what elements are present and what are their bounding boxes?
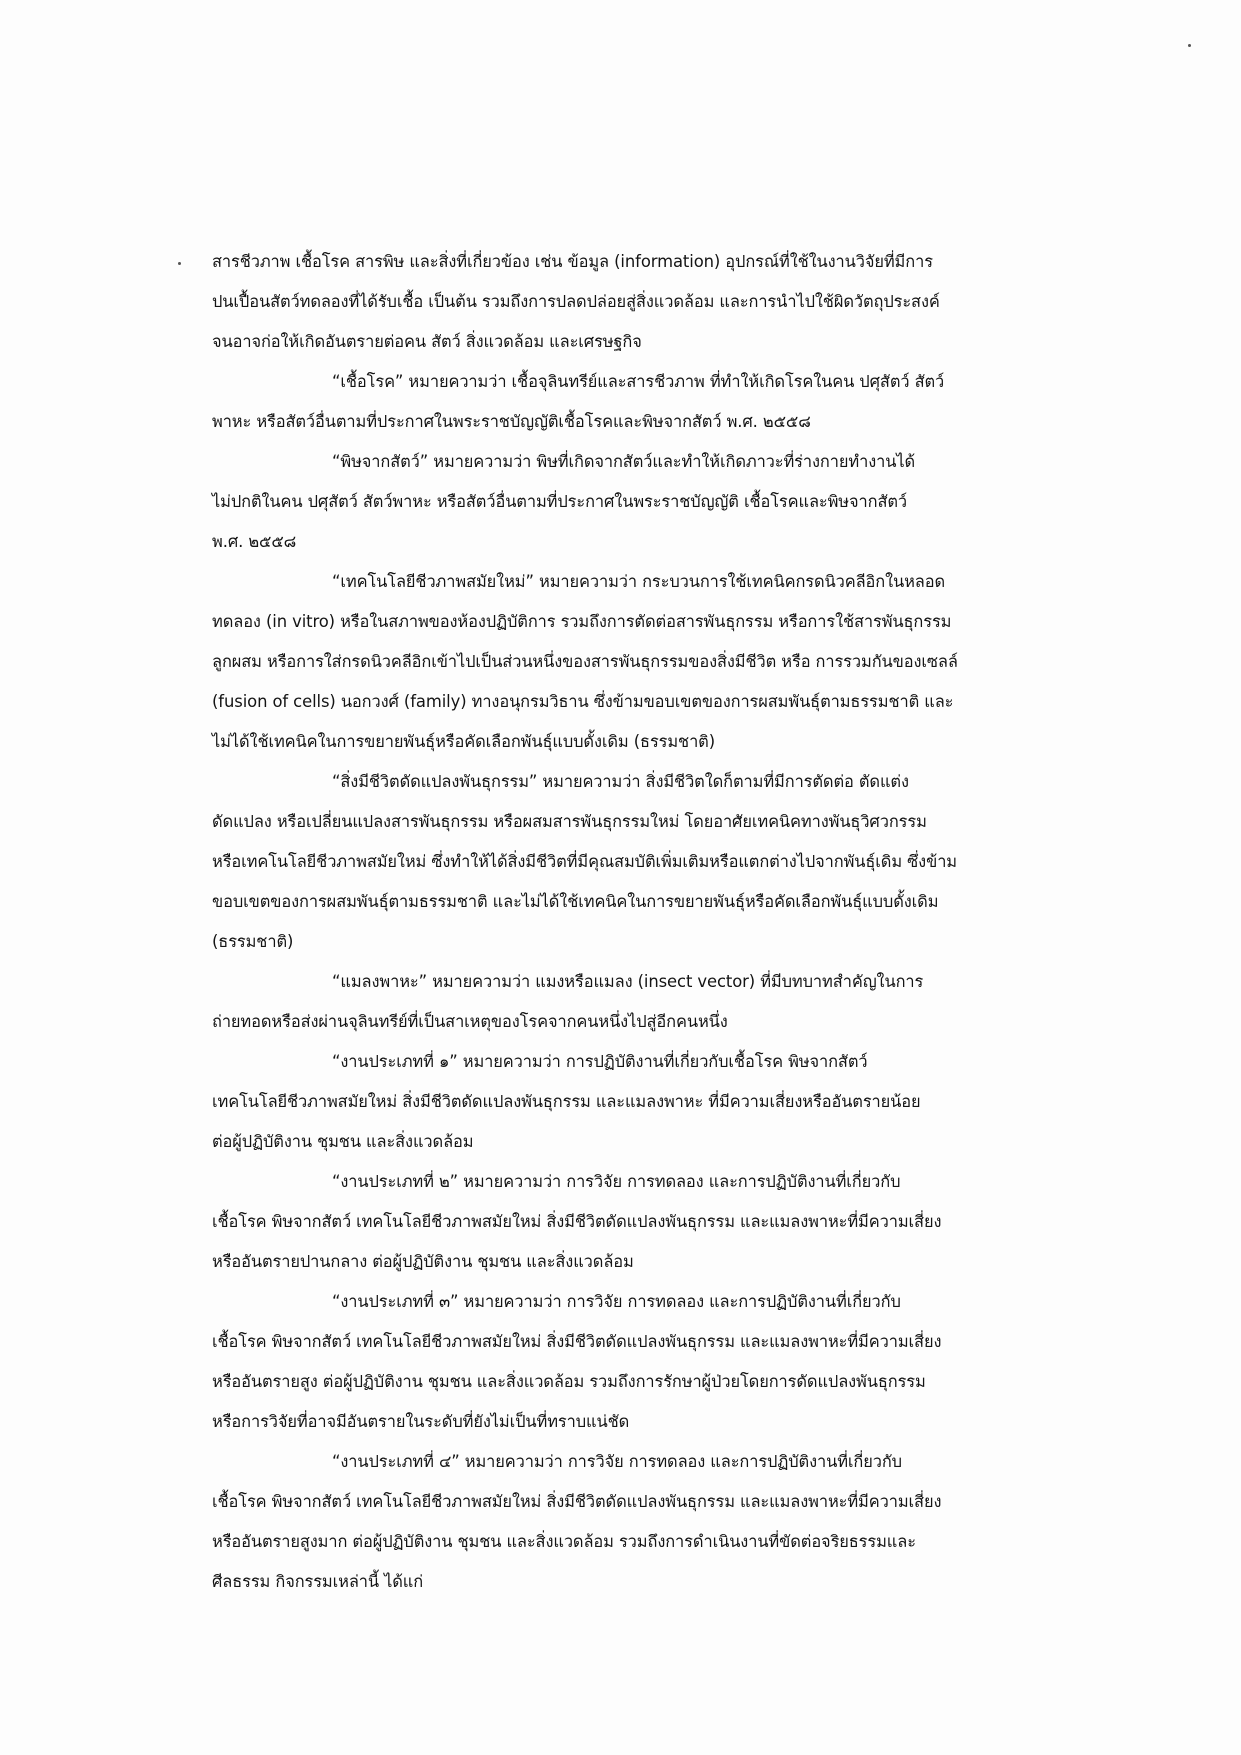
body-line: ขอบเขตของการผสมพันธุ์ตามธรรมชาติ และไม่ได้ใช้เทคนิคในการขยายพันธุ์หรือคัดเลือกพันธุ์แบบดั้งเดิม bbox=[212, 892, 939, 911]
body-line: ลูกผสม หรือการใส่กรดนิวคลีอิกเข้าไปเป็นส่วนหนึ่งของสารพันธุกรรมของสิ่งมีชีวิต หรือ การรวมกันของเซลล์ bbox=[212, 652, 958, 671]
scan-speck bbox=[1188, 44, 1191, 47]
body-line: ถ่ายทอดหรือส่งผ่านจุลินทรีย์ที่เป็นสาเหตุของโรคจากคนหนึ่งไปสู่อีกคนหนึ่ง bbox=[212, 1012, 728, 1031]
definition-paragraph-start: “งานประเภทที่ ๓” หมายความว่า การวิจัย การทดลอง และการปฏิบัติงานที่เกี่ยวกับ bbox=[332, 1292, 901, 1311]
definition-paragraph-start: “พิษจากสัตว์” หมายความว่า พิษที่เกิดจากสัตว์และทำให้เกิดภาวะที่ร่างกายทำงานได้ bbox=[332, 452, 916, 471]
body-line: สารชีวภาพ เชื้อโรค สารพิษ และสิ่งที่เกี่ยวข้อง เช่น ข้อมูล (information) อุปกรณ์ที่ใช้ในงานวิจัยที่มีการ bbox=[212, 252, 933, 271]
body-line: หรืออันตรายสูง ต่อผู้ปฏิบัติงาน ชุมชน และสิ่งแวดล้อม รวมถึงการรักษาผู้ป่วยโดยการดัดแปลงพันธุกรรม bbox=[212, 1372, 926, 1391]
body-line: หรืออันตรายปานกลาง ต่อผู้ปฏิบัติงาน ชุมชน และสิ่งแวดล้อม bbox=[212, 1252, 634, 1271]
body-line: หรือการวิจัยที่อาจมีอันตรายในระดับที่ยังไม่เป็นที่ทราบแน่ชัด bbox=[212, 1412, 630, 1431]
body-line: จนอาจก่อให้เกิดอันตรายต่อคน สัตว์ สิ่งแวดล้อม และเศรษฐกิจ bbox=[212, 332, 642, 351]
body-line: เชื้อโรค พิษจากสัตว์ เทคโนโลยีชีวภาพสมัยใหม่ สิ่งมีชีวิตดัดแปลงพันธุกรรม และแมลงพาหะที่มีความเสี่ยง bbox=[212, 1212, 942, 1231]
body-line: ไม่ได้ใช้เทคนิคในการขยายพันธุ์หรือคัดเลือกพันธุ์แบบดั้งเดิม (ธรรมชาติ) bbox=[212, 732, 716, 751]
definition-paragraph-start: “เชื้อโรค” หมายความว่า เชื้อจุลินทรีย์และสารชีวภาพ ที่ทำให้เกิดโรคในคน ปศุสัตว์ สัตว์ bbox=[332, 372, 945, 391]
definition-paragraph-start: “แมลงพาหะ” หมายความว่า แมงหรือแมลง (insect vector) ที่มีบทบาทสำคัญในการ bbox=[332, 972, 924, 991]
body-line: (fusion of cells) นอกวงศ์ (family) ทางอนุกรมวิธาน ซึ่งข้ามขอบเขตของการผสมพันธุ์ตามธรรมชาติ และ bbox=[212, 692, 954, 711]
definition-paragraph-start: “สิ่งมีชีวิตดัดแปลงพันธุกรรม” หมายความว่า สิ่งมีชีวิตใดก็ตามที่มีการตัดต่อ ตัดแต่ง bbox=[332, 772, 909, 791]
definition-paragraph-start: “งานประเภทที่ ๒” หมายความว่า การวิจัย การทดลอง และการปฏิบัติงานที่เกี่ยวกับ bbox=[332, 1172, 901, 1191]
body-line: ดัดแปลง หรือเปลี่ยนแปลงสารพันธุกรรม หรือผสมสารพันธุกรรมใหม่ โดยอาศัยเทคนิคทางพันธุวิศวกรรม bbox=[212, 812, 927, 831]
body-line: เชื้อโรค พิษจากสัตว์ เทคโนโลยีชีวภาพสมัยใหม่ สิ่งมีชีวิตดัดแปลงพันธุกรรม และแมลงพาหะที่มีความเสี่ยง bbox=[212, 1332, 942, 1351]
definition-paragraph-start: “งานประเภทที่ ๔” หมายความว่า การวิจัย การทดลอง และการปฏิบัติงานที่เกี่ยวกับ bbox=[332, 1452, 902, 1471]
definition-paragraph-start: “งานประเภทที่ ๑” หมายความว่า การปฏิบัติงานที่เกี่ยวกับเชื้อโรค พิษจากสัตว์ bbox=[332, 1052, 868, 1071]
body-line: ศีลธรรม กิจกรรมเหล่านี้ ได้แก่ bbox=[212, 1572, 424, 1591]
body-line: ทดลอง (in vitro) หรือในสภาพของห้องปฏิบัติการ รวมถึงการตัดต่อสารพันธุกรรม หรือการใช้สารพันธุกรรม bbox=[212, 612, 952, 631]
body-line: ไม่ปกติในคน ปศุสัตว์ สัตว์พาหะ หรือสัตว์อื่นตามที่ประกาศในพระราชบัญญัติ เชื้อโรคและพิษจากสัตว์ bbox=[212, 492, 907, 511]
body-line: (ธรรมชาติ) bbox=[212, 932, 294, 951]
body-line: พาหะ หรือสัตว์อื่นตามที่ประกาศในพระราชบัญญัติเชื้อโรคและพิษจากสัตว์ พ.ศ. ๒๕๕๘ bbox=[212, 412, 811, 431]
body-line: หรืออันตรายสูงมาก ต่อผู้ปฏิบัติงาน ชุมชน และสิ่งแวดล้อม รวมถึงการดำเนินงานที่ขัดต่อจริยธรรมและ bbox=[212, 1532, 916, 1551]
body-line: พ.ศ. ๒๕๕๘ bbox=[212, 532, 297, 551]
scan-speck bbox=[178, 262, 181, 265]
body-line: เทคโนโลยีชีวภาพสมัยใหม่ สิ่งมีชีวิตดัดแปลงพันธุกรรม และแมลงพาหะ ที่มีความเสี่ยงหรืออันตรายน้อย bbox=[212, 1092, 921, 1111]
body-line: ปนเปื้อนสัตว์ทดลองที่ได้รับเชื้อ เป็นต้น รวมถึงการปลดปล่อยสู่สิ่งแวดล้อม และการนำไปใช้ผิดวัตถุประสงค์ bbox=[212, 292, 940, 311]
body-line: ต่อผู้ปฏิบัติงาน ชุมชน และสิ่งแวดล้อม bbox=[212, 1132, 474, 1151]
definition-paragraph-start: “เทคโนโลยีชีวภาพสมัยใหม่” หมายความว่า กระบวนการใช้เทคนิคกรดนิวคลีอิกในหลอด bbox=[332, 572, 946, 591]
body-line: เชื้อโรค พิษจากสัตว์ เทคโนโลยีชีวภาพสมัยใหม่ สิ่งมีชีวิตดัดแปลงพันธุกรรม และแมลงพาหะที่มีความเสี่ยง bbox=[212, 1492, 942, 1511]
body-line: หรือเทคโนโลยีชีวภาพสมัยใหม่ ซึ่งทำให้ได้สิ่งมีชีวิตที่มีคุณสมบัติเพิ่มเติมหรือแตกต่างไปจากพันธุ์เดิม ซึ่งข้าม bbox=[212, 852, 958, 871]
